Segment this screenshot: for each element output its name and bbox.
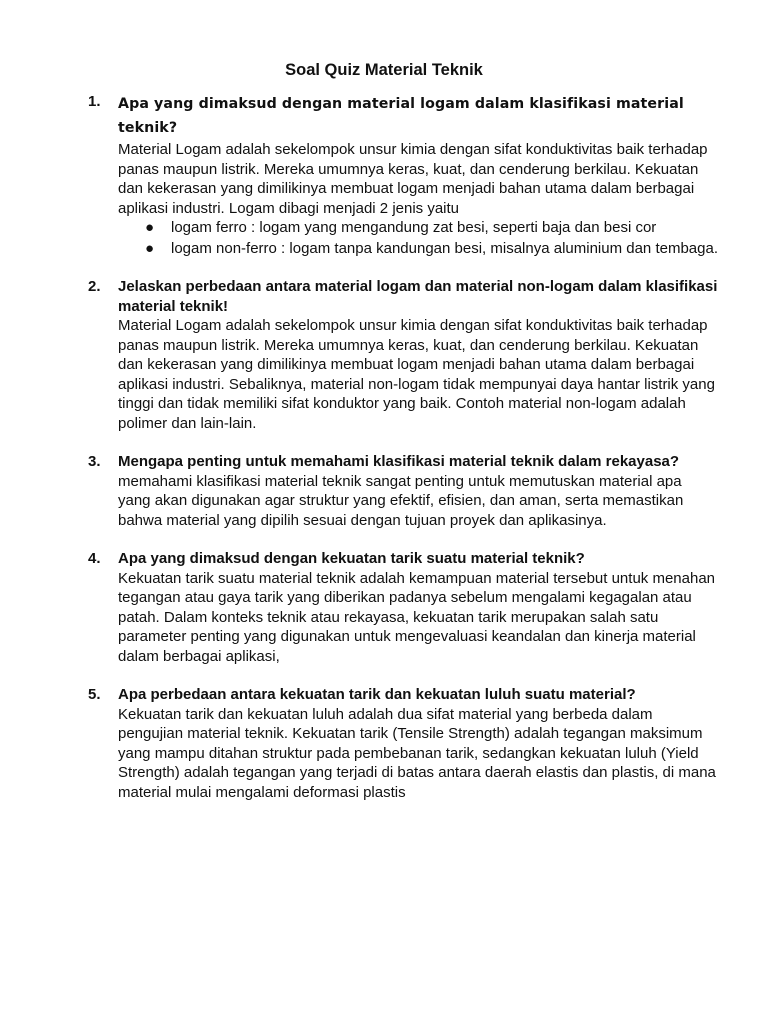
question-number: 3. [88, 453, 101, 470]
question-item-2 [88, 277, 718, 433]
question-item-5 [88, 685, 718, 802]
answer-text: memahami klasifikasi material teknik sangat penting untuk memutuskan material apa yang akan digunakan agar struktur yang efektif, efisien, dan aman, serta memastikan bahwa material yang dipilih sesuai dengan tujuan proyek dan aplikasinya. [118, 472, 684, 529]
answer-text: Kekuatan tarik suatu material teknik adalah kemampuan material tersebut untuk menahan tegangan atau gaya tarik yang diberikan padanya sebelum mengalami kegagalan atau patah. Dalam konteks teknik atau rekayasa, kekuatan tarik merupakan salah satu parameter penting yang digunakan untuk mengevaluasi keandalan dan kinerja material dalam berbagai aplikasi, [118, 569, 716, 665]
list-item-text: logam ferro : logam yang mengandung zat besi, seperti baja dan besi cor [171, 219, 657, 236]
bullet-icon: ● [145, 219, 155, 236]
question-list [88, 92, 718, 821]
question-number: 2. [88, 278, 101, 295]
question-number: 4. [88, 550, 101, 567]
question-text: Apa yang dimaksud dengan kekuatan tarik suatu material teknik? [118, 550, 585, 567]
list-item-text: logam non-ferro : logam tanpa kandungan besi, misalnya aluminium dan tembaga. [171, 239, 718, 257]
bullet-icon: ● [145, 239, 155, 257]
page-title: Soal Quiz Material Teknik [285, 61, 483, 79]
question-text: Mengapa penting untuk memahami klasifikasi material teknik dalam rekayasa? [118, 453, 680, 470]
question-text: Apa perbedaan antara kekuatan tarik dan kekuatan luluh suatu material? [118, 686, 636, 703]
question-text: Apa yang dimaksud dengan material logam dalam klasifikasi material teknik? [118, 96, 684, 136]
answer-text: Material Logam adalah sekelompok unsur kimia dengan sifat konduktivitas baik terhadap panas maupun listrik. Mereka umumnya keras, kuat, dan cenderung berkilau. Kekuatan dan kekerasan yang dimilikinya membuat logam menjadi bahan utama dalam berbagai aplikasi industri. Sebaliknya, material non-logam tidak mempunyai daya hantar listrik yang tinggi dan tidak memiliki sifat konduktor yang baik. Contoh material non-logam adalah polimer dan lain-lain. [118, 317, 715, 432]
question-text: Jelaskan perbedaan antara material logam dan material non-logam dalam klasifikasi material teknik! [118, 278, 718, 315]
answer-text: Material Logam adalah sekelompok unsur kimia dengan sifat konduktivitas baik terhadap panas maupun listrik. Mereka umumnya keras, kuat, dan cenderung berkilau. Kekuatan dan kekerasan yang dimilikinya membuat logam menjadi bahan utama dalam berbagai aplikasi industri. Logam dibagi menjadi 2 jenis yaitu [118, 141, 708, 217]
answer-text: Kekuatan tarik dan kekuatan luluh adalah dua sifat material yang berbeda dalam pengujian material teknik. Kekuatan tarik (Tensile Strength) adalah tegangan maksimum yang mampu ditahan struktur pada pembebanan tarik, sedangkan kekuatan luluh (Yield Strength) adalah tegangan yang terjadi di batas antara daerah elastis dan plastis, di mana material mulai mengalami deformasi plastis [118, 705, 716, 801]
question-number: 5. [88, 686, 101, 703]
list-item [118, 218, 718, 238]
bullet-list [118, 218, 718, 258]
question-item-4 [88, 549, 718, 666]
question-item-3 [88, 452, 718, 530]
question-number: 1. [88, 93, 101, 110]
list-item [118, 239, 718, 259]
question-item-1 [88, 92, 718, 258]
